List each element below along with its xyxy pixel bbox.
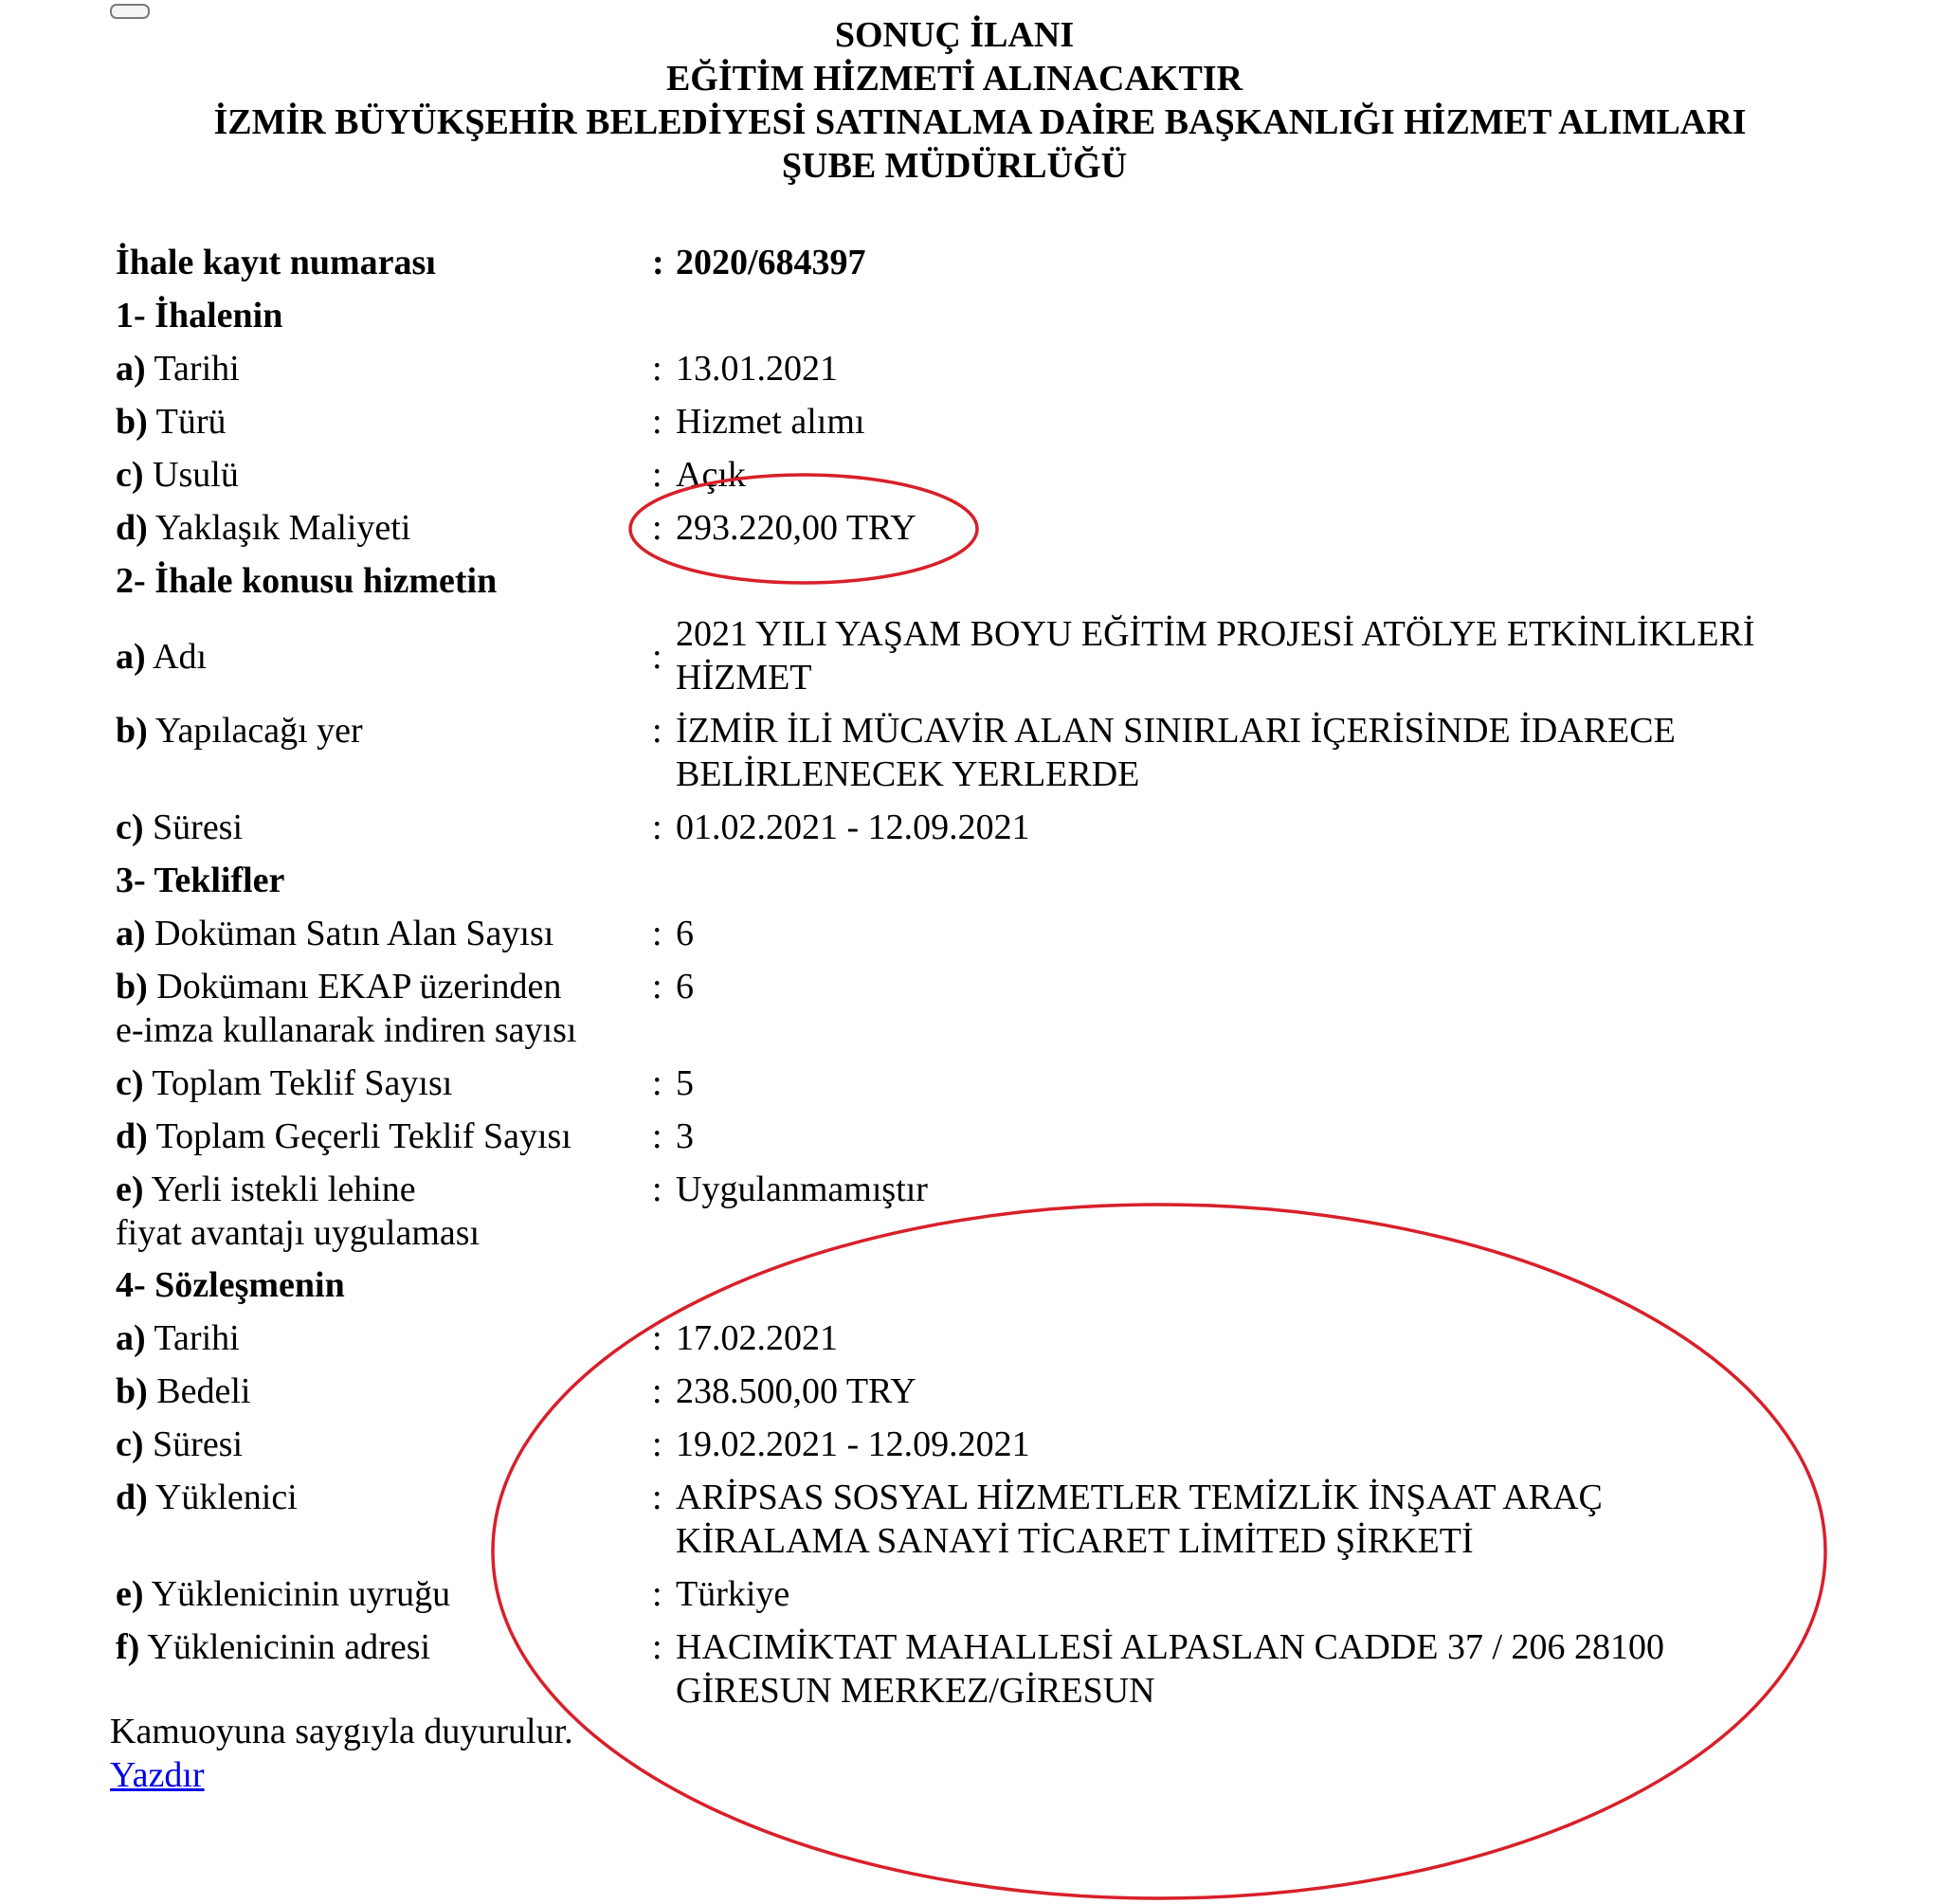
tender-type-colon: : — [652, 402, 662, 442]
contract-date-colon: : — [652, 1318, 662, 1358]
tender-method-colon: : — [652, 455, 662, 495]
contract-price-value: 238.500,00 TRY — [676, 1371, 916, 1411]
announcement-title: SONUÇ İLANI — [834, 15, 1075, 55]
domestic-advantage-label: e) Yerli istekli lehine fiyat avantajı uygulaması — [116, 1170, 481, 1253]
contractor-value: ARİPSAS SOSYAL HİZMETLER TEMİZLİK İNŞAAT ARAÇ KİRALAMA SANAYİ TİCARET LİMİTED ŞİRKETİ — [676, 1478, 1603, 1561]
tender-method-value: Açık — [676, 455, 746, 495]
document-buyers-value: 6 — [676, 914, 694, 953]
service-duration-value: 01.02.2021 - 12.09.2021 — [676, 807, 1030, 847]
ekap-downloads-label: b) Dokümanı EKAP üzerinden e-imza kullanarak indiren sayısı — [116, 967, 577, 1050]
service-name-label: a) Adı — [116, 637, 208, 677]
contractor-nationality-label: e) Yüklenicinin uyruğu — [116, 1574, 451, 1614]
service-duration-colon: : — [652, 807, 662, 847]
contract-price-colon: : — [652, 1371, 662, 1411]
domestic-advantage-colon: : — [652, 1170, 662, 1209]
ekap-downloads-value: 6 — [676, 967, 694, 1006]
service-location-label: b) Yapılacağı yer — [116, 711, 363, 751]
tender-type-label: b) Türü — [116, 402, 227, 442]
total-bids-colon: : — [652, 1063, 662, 1103]
ekap-downloads-colon: : — [652, 967, 662, 1006]
contract-duration-label: c) Süresi — [116, 1424, 244, 1464]
contract-date-label: a) Tarihi — [116, 1318, 240, 1358]
service-location-value: İZMİR İLİ MÜCAVİR ALAN SINIRLARI İÇERİSİNDE İDARECE BELİRLENECEK YERLERDE — [676, 711, 1676, 794]
announcement-subtitle: EĞİTİM HİZMETİ ALINACAKTIR — [665, 59, 1243, 99]
estimated-cost-value: 293.220,00 TRY — [676, 508, 916, 548]
contractor-label: d) Yüklenici — [116, 1478, 298, 1517]
contractor-nationality-colon: : — [652, 1574, 662, 1614]
valid-bids-label: d) Toplam Geçerli Teklif Sayısı — [116, 1116, 571, 1156]
contractor-address-label: f) Yüklenicinin adresi — [116, 1627, 431, 1667]
tender-type-value: Hizmet alımı — [676, 402, 865, 442]
contractor-colon: : — [652, 1478, 662, 1517]
service-duration-label: c) Süresi — [116, 807, 244, 847]
total-bids-value: 5 — [676, 1063, 694, 1103]
registry-colon: : — [652, 243, 664, 282]
domestic-advantage-value: Uygulanmamıştır — [676, 1170, 928, 1209]
service-name-value: 2021 YILI YAŞAM BOYU EĞİTİM PROJESİ ATÖLYE ETKİNLİKLERİ HİZMET — [676, 614, 1755, 698]
tender-date-value: 13.01.2021 — [676, 349, 838, 389]
document-buyers-label: a) Doküman Satın Alan Sayısı — [116, 914, 554, 953]
registry-value: 2020/684397 — [676, 243, 866, 282]
contractor-address-value: HACIMİKTAT MAHALLESİ ALPASLAN CADDE 37 / 206 28100 GİRESUN MERKEZ/GİRESUN — [676, 1627, 1665, 1711]
tender-method-label: c) Usulü — [116, 455, 239, 495]
print-link[interactable]: Yazdır — [110, 1755, 205, 1795]
service-location-colon: : — [652, 711, 662, 751]
document-buyers-colon: : — [652, 914, 662, 953]
tender-date-colon: : — [652, 349, 662, 389]
institution-branch: ŞUBE MÜDÜRLÜĞÜ — [781, 146, 1128, 186]
valid-bids-colon: : — [652, 1116, 662, 1156]
contractor-address-colon: : — [652, 1627, 662, 1667]
contract-duration-colon: : — [652, 1424, 662, 1464]
contractor-nationality-value: Türkiye — [676, 1574, 790, 1614]
contract-date-value: 17.02.2021 — [676, 1318, 838, 1358]
tender-date-label: a) Tarihi — [116, 349, 240, 389]
contract-price-label: b) Bedeli — [116, 1371, 251, 1411]
service-name-colon: : — [652, 637, 662, 677]
valid-bids-value: 3 — [676, 1116, 694, 1156]
section-3-title: 3- Teklifler — [116, 861, 285, 900]
section-4-title: 4- Sözleşmenin — [116, 1265, 345, 1305]
registry-label: İhale kayıt numarası — [116, 243, 436, 282]
estimated-cost-colon: : — [652, 508, 662, 548]
section-1-title: 1- İhalenin — [116, 296, 283, 335]
closing-statement: Kamuoyuna saygıyla duyurulur. — [110, 1712, 573, 1751]
section-2-title: 2- İhale konusu hizmetin — [116, 561, 498, 601]
total-bids-label: c) Toplam Teklif Sayısı — [116, 1063, 453, 1103]
estimated-cost-label: d) Yaklaşık Maliyeti — [116, 508, 411, 548]
contract-duration-value: 19.02.2021 - 12.09.2021 — [676, 1424, 1030, 1464]
institution-name: İZMİR BÜYÜKŞEHİR BELEDİYESİ SATINALMA DAİRE BAŞKANLIĞI HİZMET ALIMLARI — [213, 102, 1747, 142]
